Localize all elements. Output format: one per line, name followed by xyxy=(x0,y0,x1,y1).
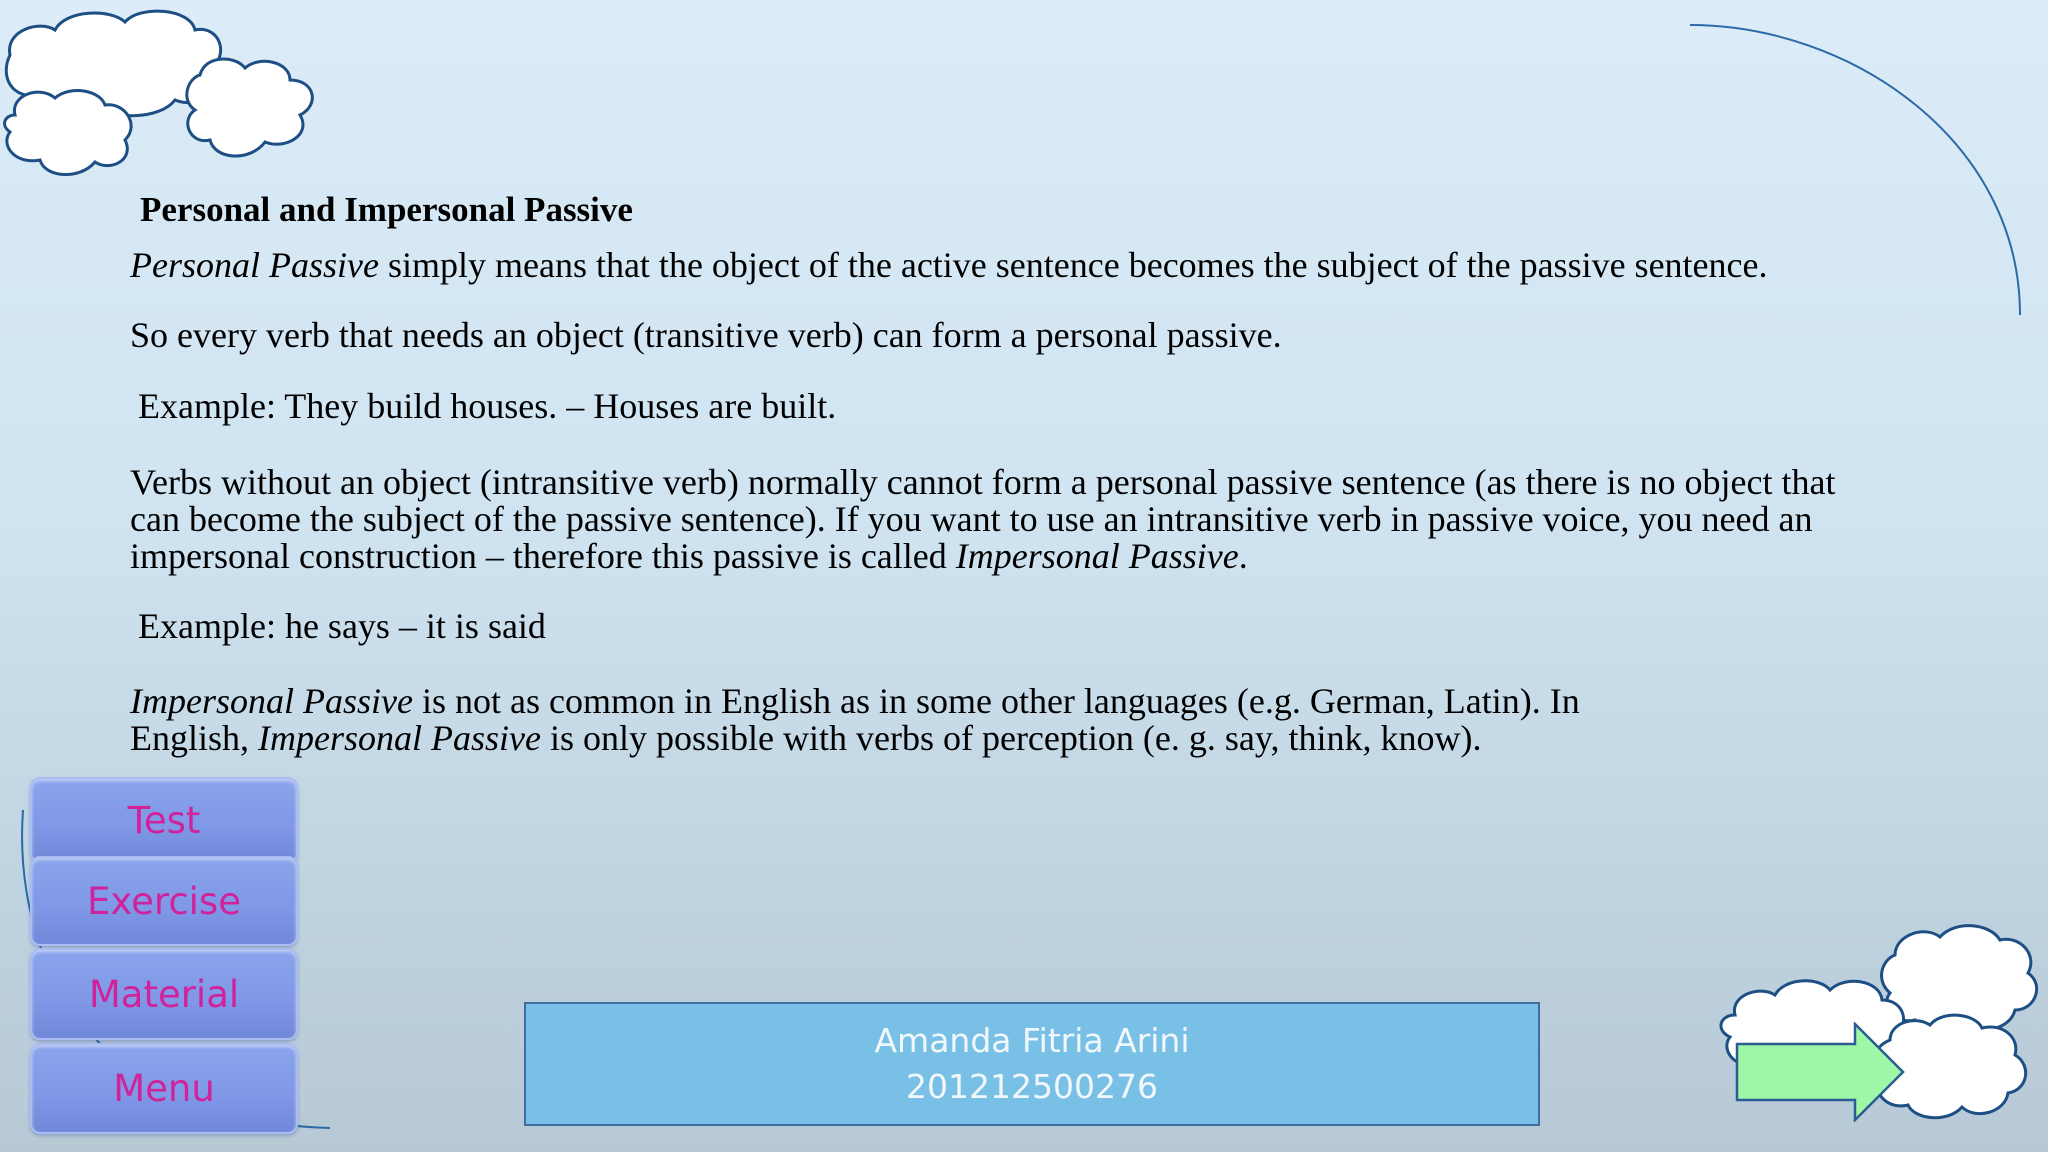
term-impersonal-passive: Impersonal Passive xyxy=(258,718,541,758)
paragraph-text: English, xyxy=(130,718,259,758)
term-impersonal-passive: Impersonal Passive xyxy=(130,681,413,721)
paragraph-text: impersonal construction – therefore this passive is called xyxy=(130,536,956,576)
term-impersonal-passive: Impersonal Passive xyxy=(955,536,1239,576)
paragraph-impersonal-usage xyxy=(130,683,1810,757)
paragraph-text: . xyxy=(1238,536,1248,576)
paragraph-line: can become the subject of the passive sentence). If you want to use an intransitive verb in passive voice, you need an xyxy=(130,499,1813,539)
next-arrow-icon[interactable] xyxy=(1735,1022,1905,1122)
cloud-decoration-top-left xyxy=(0,0,360,200)
paragraph-text: is only possible with verbs of perception (e. g. say, think, know). xyxy=(540,718,1482,758)
paragraph-personal-passive xyxy=(130,247,1767,284)
author-name: Amanda Fitria Arini xyxy=(874,1021,1190,1060)
author-box xyxy=(524,1002,1540,1126)
paragraph-intransitive xyxy=(130,464,2010,575)
paragraph-line: Verbs without an object (intransitive verb) normally cannot form a personal passive sentence (as there is no object that xyxy=(130,462,1836,502)
term-personal-passive: Personal Passive xyxy=(130,245,379,285)
material-button[interactable]: Material xyxy=(30,948,298,1040)
author-id: 201212500276 xyxy=(906,1067,1158,1106)
slide-title: Personal and Impersonal Passive xyxy=(140,190,633,229)
example-personal: Example: They build houses. – Houses are built. xyxy=(138,386,837,426)
exercise-button[interactable]: Exercise xyxy=(30,856,298,946)
paragraph-transitive: So every verb that needs an object (transitive verb) can form a personal passive. xyxy=(130,315,1282,355)
example-impersonal: Example: he says – it is said xyxy=(138,606,546,646)
menu-button[interactable]: Menu xyxy=(30,1043,298,1134)
paragraph-line xyxy=(130,720,1810,757)
paragraph-text: simply means that the object of the active sentence becomes the subject of the passive sentence. xyxy=(378,245,1768,285)
paragraph-line xyxy=(130,683,1810,720)
paragraph-line xyxy=(130,538,2010,575)
paragraph-text: is not as common in English as in some other languages (e.g. German, Latin). In xyxy=(412,681,1580,721)
test-button[interactable]: Test xyxy=(30,777,298,863)
